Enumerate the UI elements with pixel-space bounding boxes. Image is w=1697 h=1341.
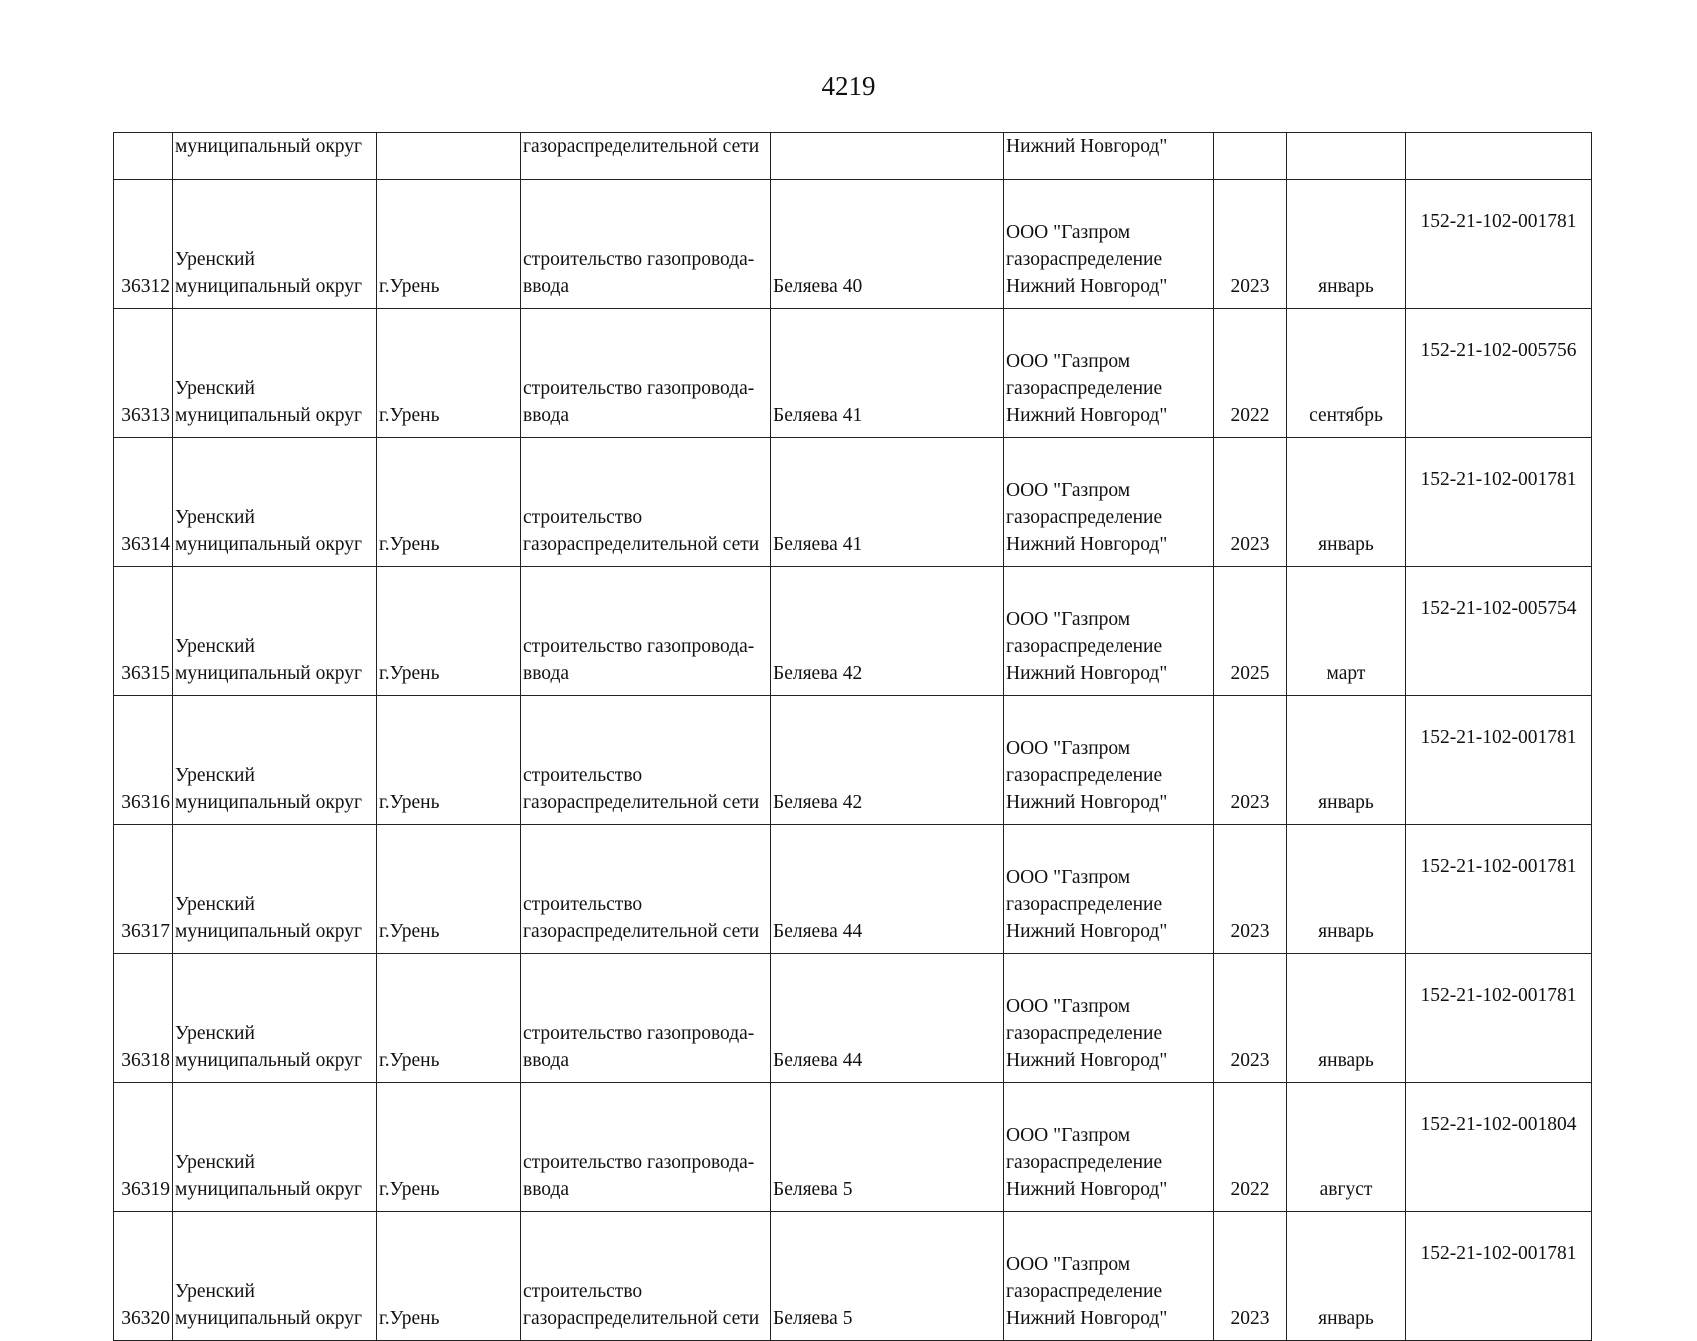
cell-text-district-l1: Уренский [175,1152,255,1173]
cell-text-org-l2: газораспределение [1006,1023,1163,1044]
cell-code [1406,133,1592,180]
cell-code [1406,180,1592,309]
cell-text-address: Беляева 41 [773,534,863,555]
cell-text-org-l1: ООО "Газпром [1006,480,1131,501]
cell-text-org-l3: Нижний Новгород" [1006,534,1168,555]
cell-text-district-l2: муниципальный округ [175,1179,363,1200]
cell-org [1004,1212,1214,1341]
cell-text-city: г.Урень [379,534,440,555]
cell-text-code: 152-21-102-001781 [1420,469,1577,490]
page-number: 4219 [821,71,876,101]
cell-text-org-l2: газораспределение [1006,765,1163,786]
cell-text-code: 152-21-102-001781 [1420,1243,1577,1264]
cell-city [377,438,521,567]
cell-address [771,954,1004,1083]
table-row-continued [114,133,1592,180]
cell-text-city: г.Урень [379,1179,440,1200]
cell-year [1214,438,1287,567]
cell-text-year: 2022 [1230,1179,1270,1200]
cell-org [1004,954,1214,1083]
cell-text-month: январь [1318,1308,1374,1329]
cell-address [771,180,1004,309]
cell-text-year: 2023 [1230,276,1270,297]
cell-text-year: 2023 [1230,921,1270,942]
cell-text-org-l2: газораспределение [1006,507,1163,528]
cell-org: Нижний Новгород" [1004,133,1214,180]
cell-text-work-l1: строительство [523,1281,643,1302]
cell-year [1214,825,1287,954]
cell-text-work-l2: газораспределительной сети [523,534,760,555]
table-row [114,1083,1592,1212]
cell-text-district-l1: Уренский [175,378,255,399]
cell-text-org-l3: Нижний Новгород" [1006,1050,1168,1071]
cell-text-year: 2023 [1230,792,1270,813]
cell-month [1287,696,1406,825]
cell-text-city: г.Урень [379,1308,440,1329]
cell-code [1406,567,1592,696]
cell-text-org-l1: ООО "Газпром [1006,738,1131,759]
cell-text-year: 2023 [1230,1050,1270,1071]
cell-year [1214,133,1287,180]
cell-year [1214,954,1287,1083]
cell-text-work-l1: строительство газопровода- [523,378,755,399]
cell-month [1287,954,1406,1083]
cell-text-year: 2022 [1230,405,1270,426]
cell-text-org-l1: ООО "Газпром [1006,867,1131,888]
cell-text-code: 152-21-102-001781 [1420,727,1577,748]
cell-text-org-l2: газораспределение [1006,249,1163,270]
table-row [114,1212,1592,1341]
cell-code [1406,309,1592,438]
cell-text-work-l2: ввода [523,405,570,426]
cell-num [114,567,173,696]
cell-text-address: Беляева 5 [773,1308,853,1329]
cell-city [377,696,521,825]
cell-text-district-l1: Уренский [175,507,255,528]
cell-text-address: Беляева 5 [773,1179,853,1200]
cell-city [377,1212,521,1341]
cell-work [521,1083,771,1212]
cell-city [377,954,521,1083]
cell-text-city: г.Урень [379,1050,440,1071]
cell-text-month: январь [1318,1050,1374,1071]
cell-text-year: 2025 [1230,663,1270,684]
cell-text-address: Беляева 44 [773,1050,863,1071]
cell-work [521,438,771,567]
cell-address [771,1083,1004,1212]
cell-text-work-l2: ввода [523,276,570,297]
cell-text-district-l2: муниципальный округ [175,1308,363,1329]
cell-text-work-l1: строительство газопровода- [523,1023,755,1044]
cell-text-city: г.Урень [379,405,440,426]
cell-work [521,1212,771,1341]
cell-text-num: 36314 [121,534,170,555]
cell-text-num: 36312 [121,276,170,297]
cell-org [1004,309,1214,438]
table-row [114,438,1592,567]
cell-org [1004,180,1214,309]
cell-text-city: г.Урень [379,663,440,684]
cell-month [1287,180,1406,309]
cell-district [173,438,377,567]
cell-text-org-l1: ООО "Газпром [1006,1254,1131,1275]
cell-text-org-l3: Нижний Новгород" [1006,1179,1168,1200]
cell-text-work-l1: строительство газопровода- [523,636,755,657]
cell-text-address: Беляева 42 [773,663,863,684]
cell-text-num: 36313 [121,405,170,426]
cell-text-work-l2: ввода [523,1050,570,1071]
cell-text-district-l1: Уренский [175,636,255,657]
cell-text-code: 152-21-102-005756 [1420,340,1577,361]
cell-district [173,309,377,438]
cell-num [114,954,173,1083]
cell-district: муниципальный округ [173,133,377,180]
table-row [114,309,1592,438]
cell-text-org-l1: ООО "Газпром [1006,996,1131,1017]
cell-text-district-l1: Уренский [175,894,255,915]
cell-work [521,309,771,438]
cell-text-org-l2: газораспределение [1006,1281,1163,1302]
cell-text-district-l2: муниципальный округ [175,663,363,684]
cell-text-org-l1: ООО "Газпром [1006,1125,1131,1146]
cell-text-code: 152-21-102-001804 [1420,1114,1577,1135]
cell-district [173,1083,377,1212]
cell-text-work-l2: газораспределительной сети [523,921,760,942]
cell-text-district-l1: Уренский [175,765,255,786]
cell-address [771,825,1004,954]
cell-district [173,567,377,696]
cell-org [1004,567,1214,696]
cell-year [1214,180,1287,309]
cell-text-org-l2: газораспределение [1006,636,1163,657]
cell-work [521,567,771,696]
table-row [114,567,1592,696]
cell-year [1214,567,1287,696]
cell-city [377,133,521,180]
cell-city [377,1083,521,1212]
cell-address [771,696,1004,825]
cell-text-num: 36320 [121,1308,170,1329]
cell-text-work-l1: строительство газопровода- [523,249,755,270]
cell-text-month: январь [1318,534,1374,555]
cell-district [173,1212,377,1341]
cell-text-city: г.Урень [379,792,440,813]
cell-code [1406,954,1592,1083]
cell-text-district-l2: муниципальный округ [175,534,363,555]
cell-text-org-l3: Нижний Новгород" [1006,663,1168,684]
cell-city [377,825,521,954]
cell-text-code: 152-21-102-005754 [1420,598,1577,619]
cell-text-year: 2023 [1230,1308,1270,1329]
cell-org [1004,438,1214,567]
cell-text-num: 36316 [121,792,170,813]
cell-text-code: 152-21-102-001781 [1420,856,1577,877]
cell-text-district-l1: Уренский [175,249,255,270]
cell-text-org-l2: газораспределение [1006,1152,1163,1173]
cell-month [1287,438,1406,567]
table-row [114,954,1592,1083]
cell-city [377,309,521,438]
cell-text-org-l2: газораспределение [1006,894,1163,915]
cell-address [771,309,1004,438]
cell-work [521,954,771,1083]
cell-text-address: Беляева 40 [773,276,863,297]
cell-text-org-l3: Нижний Новгород" [1006,276,1168,297]
table-row [114,696,1592,825]
cell-num [114,696,173,825]
cell-text-num: 36319 [121,1179,170,1200]
cell-text-org-l1: ООО "Газпром [1006,222,1131,243]
cell-month [1287,1212,1406,1341]
cell-address [771,1212,1004,1341]
cell-city [377,180,521,309]
cell-text-work-l2: ввода [523,663,570,684]
cell-text-num: 36317 [121,921,170,942]
cell-city [377,567,521,696]
cell-text-month: январь [1318,792,1374,813]
cell-month [1287,309,1406,438]
cell-num [114,180,173,309]
cell-text-work-l2: газораспределительной сети [523,1308,760,1329]
cell-org [1004,696,1214,825]
cell-year [1214,1212,1287,1341]
cell-text-code: 152-21-102-001781 [1420,211,1577,232]
cell-text-year: 2023 [1230,534,1270,555]
cell-text-work-l1: строительство [523,894,643,915]
cell-text-month: август [1319,1179,1373,1200]
cell-district [173,825,377,954]
cell-text-month: январь [1318,921,1374,942]
cell-text-org-l3: Нижний Новгород" [1006,1308,1168,1329]
cell-work: газораспределительной сети [521,133,771,180]
cell-text-district-l2: муниципальный округ [175,921,363,942]
cell-work [521,696,771,825]
cell-text-work-l2: газораспределительной сети [523,792,760,813]
cell-address [771,133,1004,180]
cell-num [114,1083,173,1212]
cell-text-num: 36318 [121,1050,170,1071]
cell-org [1004,1083,1214,1212]
cell-address [771,567,1004,696]
cell-code [1406,825,1592,954]
cell-month [1287,133,1406,180]
cell-address [771,438,1004,567]
cell-text-org-l3: Нижний Новгород" [1006,405,1168,426]
cell-text-work-l1: строительство [523,765,643,786]
cell-text-address: Беляева 42 [773,792,863,813]
cell-text-work-l2: ввода [523,1179,570,1200]
cell-month [1287,825,1406,954]
cell-year [1214,309,1287,438]
cell-num [114,825,173,954]
cell-text-month: март [1326,663,1366,684]
cell-org [1004,825,1214,954]
cell-code [1406,438,1592,567]
cell-text-city: г.Урень [379,921,440,942]
cell-month [1287,1083,1406,1212]
cell-district [173,180,377,309]
cell-code [1406,1083,1592,1212]
cell-num [114,133,173,180]
cell-text-district-l2: муниципальный округ [175,405,363,426]
cell-text-code: 152-21-102-001781 [1420,985,1577,1006]
cell-text-num: 36315 [121,663,170,684]
cell-month [1287,567,1406,696]
cell-text-district-l2: муниципальный округ [175,276,363,297]
cell-text-address: Беляева 41 [773,405,863,426]
cell-work [521,825,771,954]
cell-text-city: г.Урень [379,276,440,297]
cell-text-month: сентябрь [1309,405,1383,426]
cell-num [114,1212,173,1341]
cell-text-org-l1: ООО "Газпром [1006,351,1131,372]
cell-text-district-l1: Уренский [175,1281,255,1302]
cell-work [521,180,771,309]
cell-text-work-l1: строительство [523,507,643,528]
cell-text-work-l1: строительство газопровода- [523,1152,755,1173]
cell-text-org-l3: Нижний Новгород" [1006,921,1168,942]
cell-text-month: январь [1318,276,1374,297]
cell-text-org-l3: Нижний Новгород" [1006,792,1168,813]
cell-text-address: Беляева 44 [773,921,863,942]
cell-year [1214,1083,1287,1212]
cell-text-org-l2: газораспределение [1006,378,1163,399]
cell-text-district-l2: муниципальный округ [175,1050,363,1071]
cell-text-district-l2: муниципальный округ [175,792,363,813]
cell-code [1406,696,1592,825]
registry-table [113,132,1592,1341]
cell-text-org-l1: ООО "Газпром [1006,609,1131,630]
cell-code [1406,1212,1592,1341]
table-row [114,180,1592,309]
cell-district [173,954,377,1083]
cell-num [114,438,173,567]
cell-num [114,309,173,438]
cell-district [173,696,377,825]
table-row [114,825,1592,954]
cell-text-district-l1: Уренский [175,1023,255,1044]
cell-year [1214,696,1287,825]
